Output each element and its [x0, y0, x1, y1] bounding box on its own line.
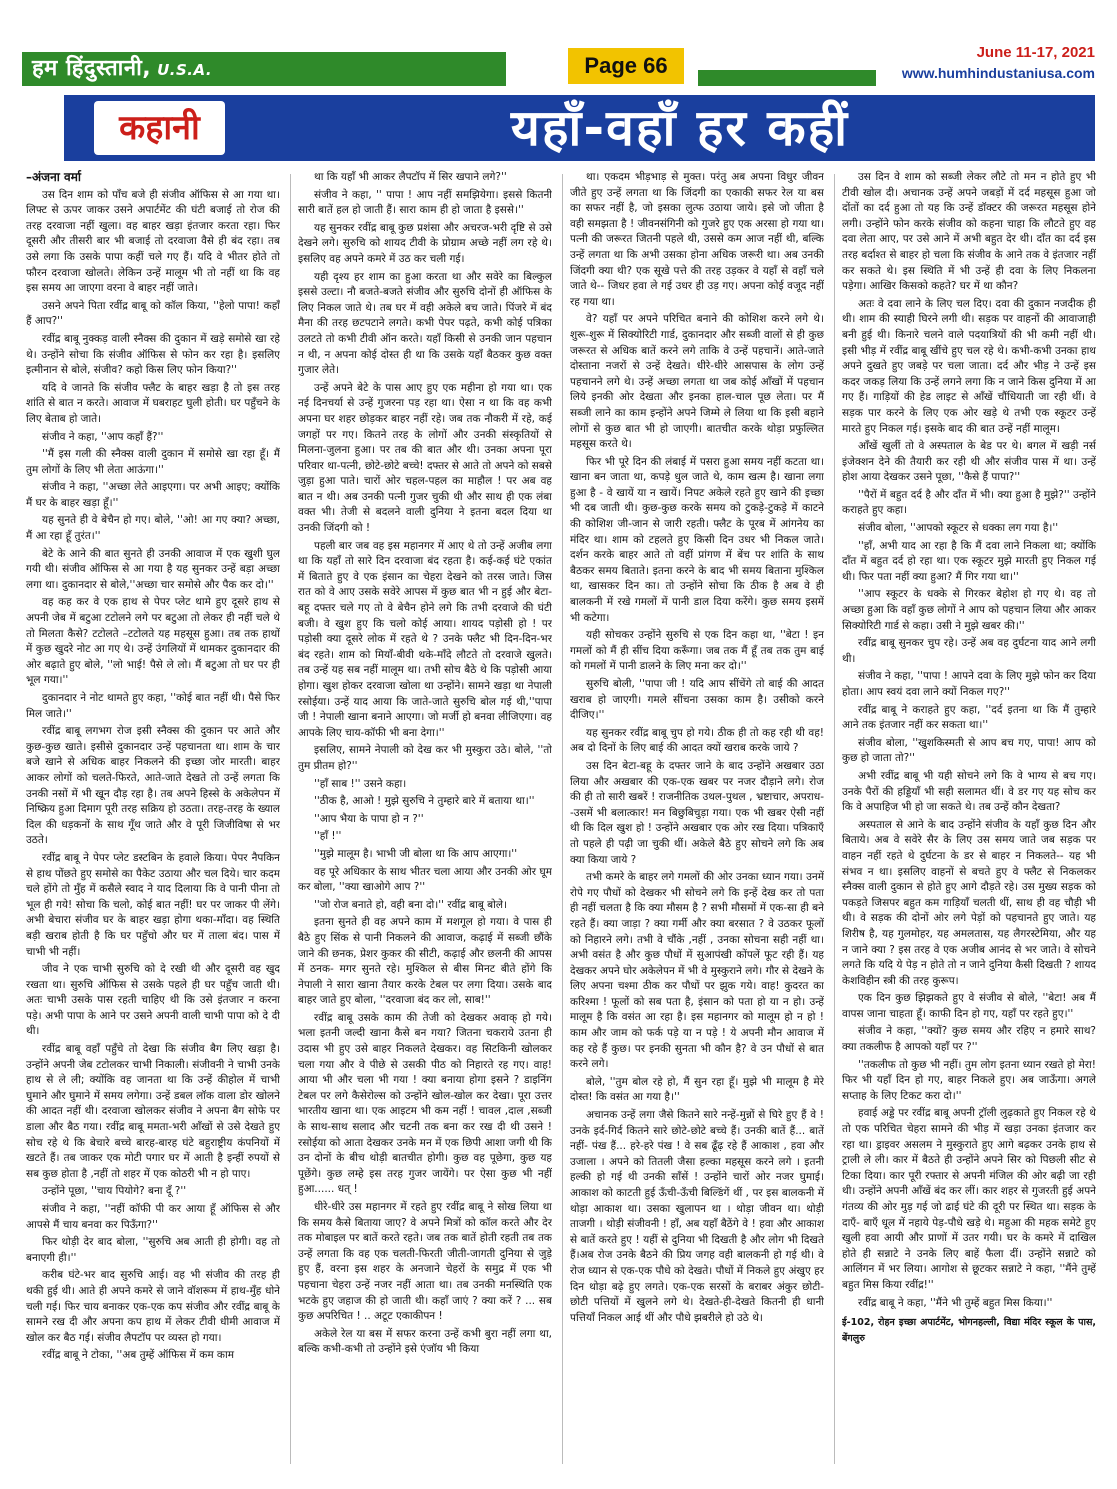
article-paragraph: यह सुनकर रवींद्र बाबू चुप हो गये। ठीक ही तो कह रही थी वह! अब दो दिनों के लिए बाई की आदत क्यों खराब करके जाये ?	[570, 726, 824, 755]
author-address: ई-102, रोहन इच्छा अपार्टमेंट, भोगनहल्ली, विद्या मंदिर स्कूल के पास, बेंगलुरु	[842, 1317, 1096, 1344]
issue-date: June 11-17, 2021	[976, 44, 1095, 61]
column-divider	[562, 174, 563, 1464]
article-paragraph: अचानक उन्हें लगा जैसे कितने सारे नन्हें-मुन्नों से घिरे हुए हैं वे ! उनके इर्द-गिर्द कितने सारे छोटे-छोटे बच्चे हैं। उनकी बातें हैं... बातें नहीं- पंख हैं... हरे-हरे पंख ! वे सब ढूँढ़ रहे हैं आकाश , हवा और उजाला । अपने को तितली जैसा हल्का महसूस करने लगे । इतनी हल्की हो गई थी उनकी साँसें ! उन्होंने चारों ओर नजर घुमाई। आकाश को काटती हुई ऊँची-ऊँची बिल्डिंगें थीं , पर इस बालकनी में थोड़ा आकाश था। उसका खुलापन था । थोड़ा जीवन था। थोड़ी ताजगी । थोड़ी संजीवनी ! हाँ, अब यहाँ बैठेंगे वे ! हवा और आकाश से बातें करते हुए ! यहीं से दुनिया भी दिखती है और लोग भी दिखते हैं।अब रोज उनके बैठने की प्रिय जगह वही बालकनी हो गई थी। वे रोज ध्यान से एक-एक पौधे को देखते। पौधों में निकले हुए अंखुए हर दिन थोड़ा बढ़े हुए लगते। एक-एक सरसों के बराबर अंकुर छोटी-छोटी पत्तियों में खुलने लगे थे। देखते-ही-देखते कितनी ही धानी पत्तियाँ निकल आई थीं और पौधे झबरीले हो उठे थे।	[570, 1109, 824, 1324]
website-link[interactable]: www.humhindustaniusa.com	[901, 65, 1095, 81]
article-paragraph: फिर थोड़ी देर बाद बोला, ''सुरुचि अब आती ही होगी। वह तो बनाएगी ही।''	[26, 1236, 280, 1264]
article-paragraph: यह सुनकर रवींद्र बाबू कुछ प्रशंसा और अचरज-भरी दृष्टि से उसे देखने लगे। सुरुचि को शायद टीवी के प्रोग्राम अच्छे नहीं लग रहे थे। इसलिए वह अपने कमरे में उठ कर चली गई।	[298, 221, 552, 265]
column-divider	[834, 174, 835, 1464]
brand-suffix: U.S.A.	[157, 61, 213, 79]
article-paragraph: रवींद्र बाबू लगभग रोज इसी स्नैक्स की दुकान पर आते और कुछ-कुछ खाते। इसीसे दुकानदार उन्हें पहचानता था। शाम के चार बजे खाने से अधिक बाहर निकलने की इच्छा जोर मारती। बाहर आकर लोगों को चलते-फिरते, आते-जाते देखते तो उन्हें लगता कि उनकी नसों में भी खून दौड़ रहा है। तब अपने हिस्से के अकेलेपन में निष्क्रिय हुआ दिमाग पूरी तरह सक्रिय हो उठता। तरह-तरह के ख्याल दिल की धड़कनों के साथ गूँथ जाते और वे पूरी जिजीविषा से भर उठते।	[26, 725, 280, 847]
article-paragraph: संजीव ने कहा, ''क्यों? कुछ समय और रहिए न हमारे साथ? क्या तकलीफ है आपको यहाँ पर ?''	[842, 1025, 1096, 1054]
article-paragraph: वह कह कर वे एक हाथ से पेपर प्लेट थामे हुए दूसरे हाथ से अपनी जेब में बटुआ टटोलने लगे पर बटुआ तो लेकर ही नहीं चले थे तो मिलता कैसे? टटोलते –टटोलते यह महसूस हुआ। तब तक हाथों में कुछ खुदरे नोट आ गए थे। उन्हें उंगलियों में थामकर दुकानदार की ओर बढ़ाते हुए बोले, ''लो भाई! पैसे ले लो। मैं बटुआ तो घर पर ही भूल गया।''	[26, 596, 280, 687]
article-paragraph: अभी रवींद्र बाबू भी यही सोचने लगे कि वे भाग्य से बच गए। उनके पैरों की हड्डियाँ भी सही सलामत थीं। वे डर गए यह सोच कर कि वे अपाहिज भी हो जा सकते थे। तब उन्हें कौन देखता?	[842, 769, 1096, 814]
article-paragraph: उसने अपने पिता रवींद्र बाबू को कॉल किया, ''हेलो पापा! कहाँ हैं आप?''	[26, 299, 280, 328]
article-paragraph: ''हाँ, अभी याद आ रहा है कि मैं दवा लाने निकला था; क्योंकि दाँत में बहुत दर्द हो रहा था। एक स्कूटर मुझे मारती हुए निकल गई थी। फिर पता नहीं क्या हुआ? मैं गिर गया था।''	[842, 539, 1096, 583]
article-paragraph: रवींद्र बाबू ने पेपर प्लेट डस्टबिन के हवाले किया। पेपर नैपकिन से हाथ पोंछते हुए समोसे का पैकेट उठाया और चल दिये। चार कदम चले होंगे तो मुँह में कसैले स्वाद ने याद दिलाया कि वे पानी पीना तो भूल ही गये! सोचा कि चलो, कोई बात नहीं! घर पर जाकर पी लेंगे। अभी बेचारा संजीव घर के बाहर खड़ा होगा थका-माँदा। वह स्थिति बड़ी खराब होती है कि घर पहुँचो और घर में ताला बंद। पास में चाभी भी नहीं।	[26, 851, 280, 958]
article-paragraph: करीब घंटे-भर बाद सुरुचि आई। वह भी संजीव की तरह ही थकी हुई थी। आते ही अपने कमरे से जाने वॉशरूम में हाथ-मुँह धोने चली गई। फिर चाय बनाकर एक-एक कप संजीव और रवींद्र बाबू के सामने रख दी और अपना कप हाथ में लेकर टीवी धीमी आवाज में खोल कर बैठ गई। संजीव लैपटॉप पर व्यस्त हो गया।	[26, 1269, 280, 1344]
article-paragraph: एक दिन कुछ झिझकते हुए वे संजीव से बोले, ''बेटा! अब मैं वापस जाना चाहता हूँ। काफी दिन हो गए, यहाँ पर रहते हुए।''	[842, 992, 1096, 1020]
article-paragraph: रवींद्र बाबू उसके काम की तेजी को देखकर अवाक् हो गये। भला इतनी जल्दी खाना कैसे बन गया? जितना चकराये उतना ही उदास भी हुए उसे बाहर निकलते देखकर। वह सिटकिनी खोलकर चला गया और वे पीछे से उसकी पीठ को निहारते रह गए। वाह! आया भी और चला भी गया ! क्या बनाया होगा इसने ? डाइनिंग टेबल पर लगे कैसेरोल्स को उन्होंने खोल-खोल कर देखा। पूरा उत्तर भारतीय खाना था। एक आइटम भी कम नहीं ! चावल ,दाल ,सब्जी के साथ-साथ सलाद और चटनी तक बना कर रख दी थी उसने ! रसोईया को आता देखकर उनके मन में एक छिपी आशा जगी थी कि उन दोनों के बीच थोड़ी बातचीत होगी। कुछ वह पूछेगा, कुछ यह पूछेंगे। कुछ लम्हे इस तरह गुजर जायेंगे। पर ऐसा कुछ भी नहीं हुआ...... धत् !	[298, 1011, 552, 1196]
article-paragraph: ''जो रोज बनाते हो, वही बना दो।'' रवींद्र बाबू बोले।	[314, 898, 507, 911]
article-paragraph: रवींद्र बाबू ने कराहते हुए कहा, ''दर्द इतना था कि मैं तुम्हारे आने तक इंतजार नहीं कर सकता था।''	[842, 703, 1096, 732]
article-paragraph: ''पैरों में बहुत दर्द है और दाँत में भी। क्या हुआ है मुझे?'' उन्होंने कराहते हुए कहा।	[842, 488, 1096, 517]
article-paragraph: उन्हें अपने बेटे के पास आए हुए एक महीना हो गया था। एक नई दिनचर्या से उन्हें गुजरना पड़ रहा था। ऐसा न था कि वह कभी अपना घर शहर छोड़कर बाहर नहीं रहे। जब तक नौकरी में रहे, कई जगहों पर गए। कितने तरह के लोगों और उनकी संस्कृतियों से मिलना-जुलना हुआ। पर तब की बात और थी। उनका अपना पूरा परिवार था-पत्नी, छोटे-छोटे बच्चे! दफ्तर से आते तो अपने को सबसे जुड़ा हुआ पाते। चारों ओर चहल-पहल का माहौल ! पर अब वह बात न थी। अब उनकी पत्नी गुजर चुकी थी और साथ ही एक लंबा वक्त भी। तेजी से बदलने वाली दुनिया ने इतना बदल दिया था उनकी जिंदगी को !	[298, 381, 552, 535]
article-paragraph: संजीव ने कहा, ''पापा ! आपने दवा के लिए मुझे फोन कर दिया होता। आप स्वयं दवा लाने क्यों निकल गए?''	[842, 670, 1096, 698]
article-paragraph: ''मैं इस गली की स्नैक्स वाली दुकान में समोसे खा रहा हूँ। मैं तुम लोगों के लिए भी लेता आऊंगा।''	[26, 448, 280, 476]
article-paragraph: ''तकलीफ तो कुछ भी नहीं। तुम लोग इतना ध्यान रखते हो मेरा! फिर भी यहाँ दिन हो गए, बाहर निकले हुए। अब जाऊँगा। अगले सप्ताह के लिए टिकट करा दो।''	[842, 1058, 1096, 1102]
article-column-3	[570, 170, 824, 1466]
article-paragraph: रवींद्र बाबू ने टोका, ''अब तुम्हें ऑफिस में कम काम	[42, 1349, 234, 1362]
article-paragraph: फिर भी पूरे दिन की लंबाई में पसरा हुआ समय नहीं कटता था। खाना बन जाता था, कपड़े धुल जाते थे, काम खत्म है। खाना लगा हुआ है - वे खायें या न खायें। निपट अकेले रहते हुए खाने की इच्छा भी दब जाती थी। कुछ-कुछ करके समय को टुकड़े-टुकड़े में काटने की कोशिश जी-जान से जारी रहती। फ्लैट के पूरब में आंगनेय का मंदिर था। शाम को टहलते हुए किसी दिन उधर भी निकल जाते। दर्शन करके बाहर आते तो वहीं प्रांगण में बेंच पर शांति के साथ बैठकर समय बिताते। इतना करने के बाद भी समय बिताना मुश्किल था, खासकर दिन का। तो उन्होंने सोचा कि ठीक है अब वे ही बालकनी में रखे गमलों में पानी डाल दिया करेंगे। कुछ समय इसमें भी कटेगा।	[570, 455, 824, 624]
article-paragraph: ''हाँ साब !'' उसने कहा।	[314, 777, 407, 790]
newspaper-brand	[22, 52, 506, 86]
article-paragraph: संजीव ने कहा, ''नहीं कॉफी पी कर आया हूँ ऑफिस से और आपसे मैं चाय बनवा कर पिऊँगा?''	[26, 1203, 280, 1231]
article-paragraph: रवींद्र बाबू सुनकर चुप रहे। उन्हें अब वह दुर्घटना याद आने लगी थी।	[842, 637, 1096, 665]
article-paragraph: यह सुनते ही वे बेचैन हो गए। बोले, ''ओ! आ गए क्या? अच्छा, मैं आ रहा हूँ तुरंत।''	[26, 514, 280, 543]
article-paragraph: उन्होंने पूछा, ''चाय पियोगे? बना दूँ ?''	[42, 1185, 187, 1198]
article-paragraph: दुकानदार ने नोट थामते हुए कहा, ''कोई बात नहीं थी। पैसे फिर मिल जाते।''	[26, 692, 280, 720]
article-paragraph: रवींद्र बाबू नुक्कड़ वाली स्नैक्स की दुकान में खड़े समोसे खा रहे थे। उन्होंने सोचा कि संजीव ऑफिस से फोन कर रहा है। इसलिए इत्मीनान से बोले, संजीव? कहो किस लिए फोन किया?''	[26, 332, 280, 377]
article-paragraph: रवींद्र बाबू वहाँ पहुँचे तो देखा कि संजीव बैग लिए खड़ा है। उन्होंने अपनी जेब टटोलकर चाभी निकाली। संजीवनी ने चाभी उनके हाथ से ले ली; क्योंकि वह जानता था कि उन्हें कीहोल में चाभी घुमाने और घुमाने में समय लगेगा। उन्हें डबल लॉक वाला डोर खोलने की आदत नहीं थी। दरवाजा खोलकर संजीव ने अपना बैग सोफे पर डाला और बैठ गया। रवींद्र बाबू ममता-भरी आँखों से उसे देखते हुए सोच रहे थे कि बेचारे बच्चे बारह-बारह घंटे बहुराष्ट्रीय कंपनियों में खटते हैं। तब जाकर एक मोटी पगार घर में आती है इन्हीं रुपयों से सब कुछ होता है ,नहीं तो शहर में एक कोठरी भी न हो पाए।	[26, 1043, 280, 1180]
article-paragraph: ''हाँ !''	[314, 830, 342, 843]
article-paragraph: उस दिन बेटा-बहू के दफ्तर जाने के बाद उन्होंने अखबार उठा लिया और अखबार की एक-एक खबर पर नजर दौड़ाने लगे। रोज की ही तो सारी खबरें ! राजनीतिक उथल-पुथल , भ्रष्टाचार, अपराध--उसमें भी बलात्कार! मन बिछुबिचुड़ा गया। एक भी खबर ऐसी नहीं थी कि दिल खुश हो ! उन्होंने अखबार एक ओर रख दिया। पत्रिकाएँ तो पहले ही पढ़ी जा चुकी थीं। अकेले बैठे हुए सोचने लगे कि अब क्या किया जाये ?	[570, 759, 824, 866]
brand-name: हम हिंदुस्तानी,	[32, 56, 152, 81]
article-column-1	[26, 170, 280, 1466]
article-paragraph: बेटे के आने की बात सुनते ही उनकी आवाज में एक खुशी घुल गयी थी। संजीव ऑफिस से आ गया है यह सुनकर उन्हें बड़ा अच्छा लगा था। दुकानदार से बोले,''अच्छा चार समोसे और पैक कर दो।''	[26, 547, 280, 591]
article-paragraph: पहली बार जब वह इस महानगर में आए थे तो उन्हें अजीब लगा था कि यहाँ तो सारे दिन दरवाजा बंद रहता है। कई-कई घंटे एकांत में बिताते हुए वे एक इंसान का चेहरा देखने को तरस जाते। जिस रात को वे आए उसके सवेरे आपस में कुछ बात भी न हुई और बेटा-बहू दफ्तर चले गए तो वे बेचैन होने लगे कि तभी दरवाजे की घंटी बजी। वे खुश हुए कि चलो कोई आया। शायद पड़ोसी हो ! पर पड़ोसी क्या दूसरे लोक में रहते थे ? उनके फ्लैट भी दिन-दिन-भर बंद रहते। शाम को मियाँ-बीवी थके-माँदे लौटते तो दरवाजे खुलते। तब उन्हें यह सब नहीं मालूम था। तभी सोच बैठे थे कि पड़ोसी आया होगा। खुश होकर दरवाजा खोला था उन्होंने। सामने खड़ा था नेपाली रसोईया। उन्हें याद आया कि जाते-जाते सुरुचि बोल गई थी,''पापा जी ! नेपाली खाना बनाने आएगा। जो मर्जी हो बनवा लीजिएगा। वह आपके लिए चाय-कॉफी भी बना देगा।''	[298, 539, 552, 739]
article-paragraph: था कि यहाँ भी आकर लैपटॉप में सिर खपाने लगे?''	[314, 171, 507, 183]
masthead	[22, 44, 1095, 90]
article-paragraph: ''ठीक है, आओ ! मुझे सुरुचि ने तुम्हारे बारे में बताया था।''	[314, 795, 535, 808]
article-paragraph: अतः वे दवा लाने के लिए चल दिए। दवा की दुकान नजदीक ही थी। शाम की स्याही घिरने लगी थी। सड़क पर वाहनों की आवाजाही बनी हुई थी। किनारे चलने वाले पदयात्रियों की भी कमी नहीं थी। इसी भीड़ में रवींद्र बाबू खींचे हुए चल रहे थे। कभी-कभी उनका हाथ अपने दुखते हुए जबड़े पर चला जाता। दर्द और भीड़ ने उन्हें इस कदर जकड़ लिया कि उन्हें लगने लगा कि न जाने किस दुनिया में आ गए हैं। गाड़ियों की हेड लाइट से आँखें चौंधियाती जा रही थीं। वे सड़क पार करने के लिए एक ओर खड़े थे तभी एक स्कूटर उन्हें मारते हुए निकल गई। इसके बाद की बात उन्हें नहीं मालूम।	[842, 297, 1096, 435]
article-paragraph: ''आप भैया के पापा हो न ?''	[314, 812, 424, 825]
article-paragraph: अस्पताल से आने के बाद उन्होंने संजीव के यहाँ कुछ दिन और बिताये। अब वे सवेरे सैर के लिए उस समय जाते जब सड़क पर वाहन नहीं रहते थे दुर्घटना के डर से बाहर न निकलते-- यह भी संभव न था। इसलिए वाहनों से बचते हुए वे फ्लैट से निकलकर स्नैक्स वाली दुकान से होते हुए आगे दौड़ते रहे। उस मुख्य सड़क को पकड़ते जिसपर बहुत कम गाड़ियाँ चलती थीं, साथ ही वह चौड़ी भी थी। वे सड़क की दोनों ओर लगे पेड़ों को पहचानते हुए जाते। यह शिरीष है, यह गुलमोहर, यह अमलतास, यह लैगरस्टेमिया, और यह न जाने क्या ? इस तरह वे एक अजीब आनंद से भर जाते। वे सोचने लगते कि यदि ये पेड़ न होते तो न जाने दुनिया कैसी दिखती ? शायद केशविहीन स्त्री की तरह कुरूप।	[842, 818, 1096, 987]
article-paragraph: इतना सुनते ही वह अपने काम में मशगूल हो गया। वे पास ही बैठे हुए सिंक से पानी निकलने की आवाज, कढ़ाई में सब्जी छौंके जाने की छनक, प्रेशर कुकर की सीटी, कढ़ाई और छलनी की आपस में ठनक- मगर सुनते रहे। मुश्किल से बीस मिनट बीते होंगे कि नेपाली ने सारा खाना तैयार करके टेबल पर लगा दिया। उसके बाद बाहर जाते हुए बोला, ''दरवाजा बंद कर लो, साब!''	[298, 916, 552, 1007]
article-paragraph: वह पूरे अधिकार के साथ भीतर चला आया और उनकी ओर घूम कर बोला, ''क्या खाओगे आप ?''	[298, 865, 552, 894]
article-paragraph: इसलिए, सामने नेपाली को देख कर भी मुस्कुरा उठे। बोले, ''तो तुम प्रीतम हो?''	[298, 744, 552, 772]
article-paragraph: बोले, ''तुम बोल रहे हो, मैं सुन रहा हूँ। मुझे भी मालूम है मेरे दोस्त! कि वसंत आ गया है।''	[570, 1075, 824, 1104]
article-paragraph: रवींद्र बाबू ने कहा, ''मैंने भी तुम्हें बहुत मिस किया।''	[858, 1296, 1053, 1309]
article-paragraph: धीरे-धीरे उस महानगर में रहते हुए रवींद्र बाबू ने सोख लिया था कि समय कैसे बिताया जाए? वे अपने मित्रों को कॉल करते और देर तक मोबाइल पर बातें करते रहते। जब तक बातें होती रहती तब तक उन्हें लगता कि वह एक चलती-फिरती जीती-जागती दुनिया से जुड़े हुए हैं, वरना इस शहर के अनजाने चेहरों के समुद्र में एक भी पहचाना चेहरा उन्हें नजर नहीं आता था। तब उनकी मनस्थिति एक भटके हुए जहाज की हो जाती थी। कहाँ जाएं ? क्या करें ? ... सब कुछ अपरिचित ! .. अटूट एकाकीपन !	[298, 1201, 552, 1323]
story-title: यहाँ-वहाँ हर कहीं	[510, 99, 850, 157]
article-paragraph: आँखें खुलीं तो वे अस्पताल के बेड पर थे। बगल में खड़ी नर्स इंजेक्शन देने की तैयारी कर रही थी और संजीव पास में था। उन्हें होश आया देखकर उसने पूछा, ''कैसे हैं पापा?''	[842, 440, 1096, 484]
article-paragraph: ''मुझे मालूम है। भाभी जी बोला था कि आप आएगा।''	[314, 847, 518, 860]
page-number-label: Page 66	[568, 48, 684, 84]
article-paragraph: तभी कमरे के बाहर लगे गमलों की ओर उनका ध्यान गया। उनमें रोपे गए पौधों को देखकर भी सोचने लगे कि इन्हें देख कर तो पता ही नहीं चलता है कि क्या मौसम है ? सभी मौसमों में एक-सा ही बने रहते हैं। क्या जाड़ा ? क्या गर्मी और क्या बरसात ? वे उठकर फूलों को निहारने लगे। तभी वे चौंके ,नहीं , उनका सोचना सही नहीं था। अभी वसंत है और कुछ पौधों में सुआपंखी कोंपलें फूट रही हैं। यह देखकर अपने घोर अकेलेपन में भी वे मुस्कुराने लगे। गौर से देखने के लिए अपना चश्मा ठीक कर पौधों पर झुक गये। वाह! कुदरत का करिश्मा ! फूलों को सब पता है, इंसान को पता हो या न हो। उन्हें मालूम है कि वसंत आ रहा है। इस महानगर को मालूम हो न हो ! काम और जाम को फर्क पड़े या न पड़े ! ये अपनी मौन आवाज में कह रहे हैं कुछ। पर इनकी सुनता भी कौन है? वे उन पौधों से बात करने लगे।	[570, 871, 824, 1071]
article-paragraph: हवाई अड्डे पर रवींद्र बाबू अपनी ट्रॉली लुढ़काते हुए निकल रहे थे तो एक परिचित चेहरा सामने की भीड़ में खड़ा उनका इंतजार कर रहा था। ड्राइवर असलम ने मुस्कुराते हुए आगे बढ़कर उनके हाथ से ट्राली ले ली। कार में बैठते ही उन्होंने अपने सिर को पिछली सीट से टिका दिया। कार पूरी रफ्तार से अपनी मंजिल की ओर बढ़ी जा रही थी। उन्होंने अपनी आँखें बंद कर लीं। कार शहर से गुजरती हुई अपने गंतव्य की ओर मुड़ गई जो ढाई घंटे की दूरी पर स्थित था। सड़क के दाएँ- बाएँ धूल में नहाये पेड़-पौधे खड़े थे। महुआ की महक समेटे हुए खुली हवा आयी और प्राणों में उतर गयी। घर के कमरे में दाखिल होते ही सन्नाटे ने उनके लिए बाहें फैला दीं। उन्होंने सन्नाटे को आलिंगन में भर लिया। आगोश से छूटकर सन्नाटे ने कहा, ''मैंने तुम्हें बहुत मिस किया रवींद्र!''	[842, 1107, 1096, 1291]
article-paragraph: था। एकदम भीड़भाड़ से मुक्त। परंतु अब अपना विधुर जीवन जीते हुए उन्हें लगता था कि जिंदगी का एकाकी सफर रेल या बस का सफर नहीं है, जो इसका लुत्फ उठाया जाये। इसे जो जीता है वही समझता है ! जीवनसंगिनी को गुजरे हुए एक अरसा हो गया था। पत्नी की जरूरत जितनी पहले थी, उससे कम आज नहीं थी, बल्कि उन्हें लगता था कि अभी उसका होना अधिक जरूरी था। अब उनकी जिंदगी क्या थी? एक सूखे पत्ते की तरह उड़कर वे यहाँ से वहाँ चले जाते थे-- जिधर हवा ले गई उधर ही उड़ गए। अपना कोई वजूद नहीं रह गया था।	[570, 171, 824, 308]
article-paragraph: अकेले रेल या बस में सफर करना उन्हें कभी बुरा नहीं लगा था, बल्कि कभी-कभी तो उन्होंने इसे एंजॉय भी किया	[298, 1327, 552, 1356]
article-paragraph: संजीव ने कहा, ''आप कहाँ हैं?''	[42, 430, 164, 443]
article-paragraph: यदि वे जानते कि संजीव फ्लैट के बाहर खड़ा है तो इस तरह शांति से बात न करते। आवाज में घबराहट घुली होती। घर पहुँचने के लिए बेताब हो जाते।	[26, 381, 280, 425]
article-paragraph: ''आप स्कूटर के धक्के से गिरकर बेहोश हो गए थे। वह तो अच्छा हुआ कि वहाँ कुछ लोगों ने आप को पहचान लिया और आकर सिक्योरिटी गार्ड से कहा। उसी ने मुझे खबर की।''	[842, 588, 1096, 632]
article-paragraph: यही दृश्य हर शाम का हुआ करता था और सवेरे का बिल्कुल इससे उल्टा। नौ बजते-बजते संजीव और सुरुचि दोनों ही ऑफिस के लिए निकल जाते थे। तब घर में वही अकेले बच जाते। पिंजरे में बंद मैना की तरह छटपटाने लगते। कभी पेपर पढ़ते, कभी कोई पत्रिका उलटते तो कभी टीवी ऑन करते। यहाँ किसी से उनकी जान पहचान न थी, न अपना कोई दोस्त ही था कि उसके यहाँ बैठकर कुछ वक्त गुजार लेते।	[298, 270, 552, 377]
article-paragraph: उस दिन शाम को पाँच बजे ही संजीव ऑफिस से आ गया था। लिफ्ट से ऊपर जाकर उसने अपार्टमेंट की घंटी बजाई तो रोज की तरह दरवाजा नहीं खुला। वह बाहर खड़ा इंतजार करता रहा। फिर दूसरी और तीसरी बार भी बजाई तो दरवाजा वैसे ही बंद रहा। तब उसे लगा कि उसके पापा कहीं चले गए हैं। यदि वे भीतर होते तो फौरन दरवाजा खोलते। लेकिन उन्हें मालूम भी तो नहीं था कि वह इस समय आ जाएगा वरना वे बाहर नहीं जाते।	[26, 188, 280, 295]
article-paragraph: संजीव बोला, ''खुशकिस्मती से आप बच गए, पापा! आप को कुछ हो जाता तो?''	[842, 736, 1096, 765]
article-paragraph: सुरुचि बोली, ''पापा जी ! यदि आप सींचेंगे तो बाई की आदत खराब हो जाएगी। गमले सींचना उसका काम है। उसीको करने दीजिए।''	[570, 678, 824, 722]
article-paragraph: यही सोचकर उन्होंने सुरुचि से एक दिन कहा था, ''बेटा ! इन गमलों को मैं ही सींच दिया करूँगा। जब तक मैं हूँ तब तक तुम बाई को गमलों में पानी डालने के लिए मना कर दो।''	[570, 629, 824, 673]
article-paragraph: संजीव बोला, ''आपको स्कूटर से धक्का लग गया है।''	[858, 522, 1059, 535]
article-body	[26, 170, 1096, 1466]
article-column-4	[842, 170, 1096, 1466]
author-byline: –अंजना वर्मा	[26, 170, 81, 184]
section-label: कहानी	[94, 101, 225, 155]
article-paragraph: संजीव ने कहा, '' पापा ! आप नहीं समझियेगा। इससे कितनी सारी बातें हल हो जाती हैं। सारा काम ही हो जाता है इससे।''	[298, 188, 552, 217]
column-divider	[290, 174, 291, 1464]
article-paragraph: जीव ने एक चाभी सुरुचि को दे रखी थी और दूसरी वह खुद रखता था। सुरुचि ऑफिस से उसके पहले ही घर पहुँच जाती थी। अतः चाभी उसके पास रहती चाहिए थी कि उसे इंतजार न करना पड़े। अभी पापा के आने पर उसने अपनी वाली चाभी पापा को दे दी थी।	[26, 963, 280, 1038]
article-paragraph: संजीव ने कहा, ''अच्छा लेते आइएगा। पर अभी आइए; क्योंकि मैं घर के बाहर खड़ा हूँ।''	[26, 481, 280, 509]
article-column-2	[298, 170, 552, 1466]
article-paragraph: वे? यहाँ पर अपने परिचित बनाने की कोशिश करने लगे थे। शुरू-शुरू में सिक्योरिटी गार्ड, दुकानदार और सब्जी वालों से ही कुछ जरूरत से अधिक बातें करने लगे ताकि वे उन्हें पहचानें। आते-जाते दोस्ताना नजरों से उन्हें देखते। धीरे-धीरे आसपास के लोग उन्हें पहचानने लगे थे। उन्हें अच्छा लगता था जब कोई आँखों में पहचान लिये इनकी ओर देखता और इनका हाल-चाल पूछ लेता। पर मैं सब्जी लाने का काम इन्होंने अपने जिम्मे ले लिया था कि इसी बहाने लोगों से कुछ बात भी हो जाएगी। बातचीत करके थोड़ा प्रफुल्लित महसूस करते थे।	[570, 313, 824, 451]
decorative-bar	[698, 70, 876, 86]
article-paragraph: उस दिन वे शाम को सब्जी लेकर लौटे तो मन न होते हुए भी टीवी खोल दी। अचानक उन्हें अपने जबड़ों में दर्द महसूस हुआ जो दोंतों का दर्द हुआ तो यह कि उन्हें डॉक्टर की जरूरत महसूस होने लगी। उन्होंने फोन करके संजीव को कहना चाहा कि लौटते हुए वह दवा लेता आए, पर उसे आने में अभी बहुत देर थी। दाँत का दर्द इस तरह बर्दाश्त से बाहर हो चला कि संजीव के आने तक वे इंतजार नहीं कर सकते थे। इस स्थिति में भी उन्हें ही दवा के लिए निकलना पड़ेगा। आखिर किसको कहते? घर में था कौन?	[842, 171, 1096, 293]
